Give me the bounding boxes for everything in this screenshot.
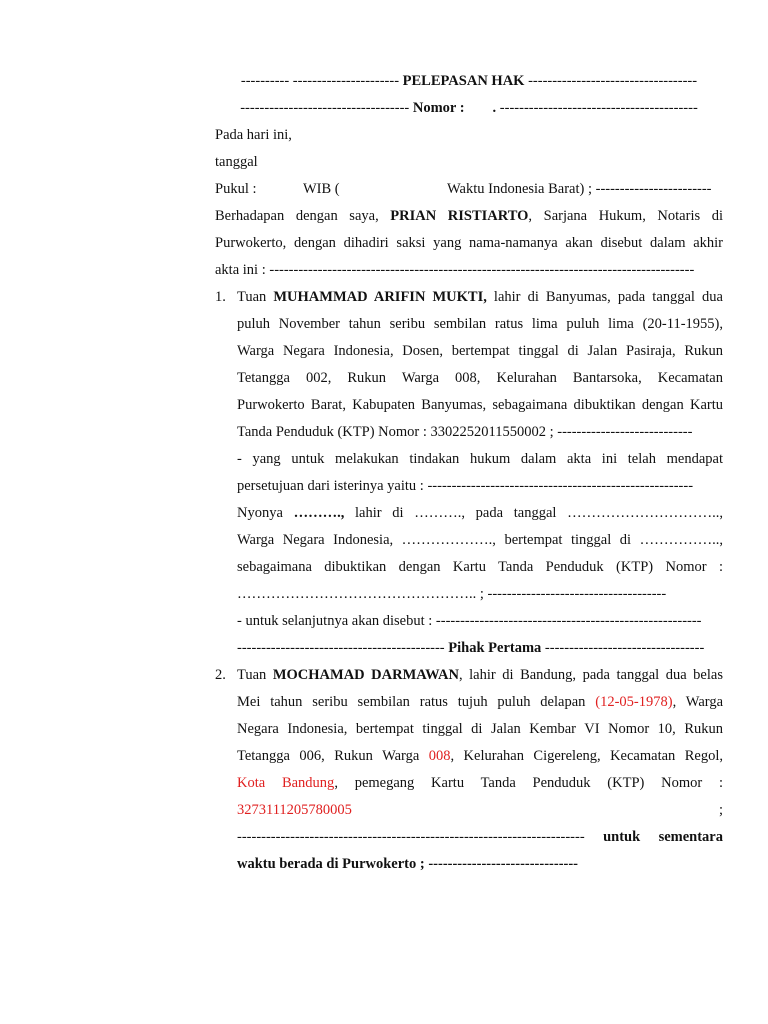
- opening-line-berhadapan: Berhadapan dengan saya, PRIAN RISTIARTO, Sarjana Hukum, Notaris di: [215, 208, 723, 224]
- party1-line-12: ………………………………………….. ; -------------------------------------: [237, 586, 667, 602]
- party2-city: Kota Bandung: [237, 775, 335, 791]
- party2-line-2: Mei tahun seribu sembilan ratus tujuh puluh delapan (12-05-1978), Warga: [237, 694, 723, 710]
- party2-line-1: Tuan MOCHAMAD DARMAWAN, lahir di Bandung, pada tanggal dua belas: [237, 667, 723, 683]
- nomor-label: Nomor :: [412, 100, 465, 116]
- opening-line-purwokerto: Purwokerto, dengan dihadiri saksi yang nama-namanya akan disebut dalam akhir: [215, 235, 723, 251]
- party1-line-7: - yang untuk melakukan tindakan hukum dalam akta ini telah mendapat: [237, 451, 723, 467]
- party2-line-8: waktu berada di Purwokerto ; -------------------------------: [237, 856, 579, 872]
- opening-line-hari: Pada hari ini,: [215, 127, 292, 143]
- party2-line-5: Kota Bandung, pemegang Kartu Tanda Penduduk (KTP) Nomor :: [237, 775, 723, 791]
- party1-line-2: puluh November tahun seribu sembilan ratus lima puluh lima (20-11-1955),: [237, 316, 723, 332]
- party1-line-6: Tanda Penduduk (KTP) Nomor : 3302252011550002 ; ----------------------------: [237, 424, 693, 440]
- party1-role: Pihak Pertama: [448, 640, 542, 656]
- party1-line-10: Warga Negara Indonesia, ………………., bertempat tinggal di ……………..,: [237, 532, 723, 548]
- party2-name: MOCHAMAD DARMAWAN: [272, 667, 459, 683]
- opening-line-pukul: Pukul : WIB ( Waktu Indonesia Barat) ; ------------------------: [215, 181, 712, 197]
- party2-line-3: Negara Indonesia, bertempat tinggal di Jalan Kembar VI Nomor 10, Rukun: [237, 721, 723, 737]
- opening-line-tanggal: tanggal: [215, 154, 258, 170]
- party1-line-nyonya: Nyonya ………., lahir di ………., pada tanggal …………………………..,: [237, 505, 723, 521]
- party2-ktp-number: 3273111205780005: [237, 802, 352, 818]
- party2-line-ktp: 3273111205780005 ;: [237, 802, 723, 818]
- party1-line-13: - untuk selanjutnya akan disebut : -------------------------------------------------------: [237, 613, 702, 629]
- party1-name: MUHAMMAD ARIFIN MUKTI,: [273, 289, 487, 305]
- party1-number: 1.: [215, 289, 226, 305]
- party1-role-line: ------------------------------------------- Pihak Pertama ---------------------------------: [237, 640, 705, 656]
- title-line: ---------- ---------------------- PELEPASAN HAK -----------------------------------: [240, 73, 698, 89]
- party2-number: 2.: [215, 667, 226, 683]
- party1-line-8: persetujuan dari isterinya yaitu : -------------------------------------------------------: [237, 478, 694, 494]
- party1-line-11: sebagaimana dibuktikan dengan Kartu Tanda Penduduk (KTP) Nomor :: [237, 559, 723, 575]
- document-title: PELEPASAN HAK: [402, 73, 525, 89]
- party1-line-5: Purwokerto Barat, Kabupaten Banyumas, sebagaimana dibuktikan dengan Kartu: [237, 397, 723, 413]
- party2-line-4: Tetangga 006, Rukun Warga 008, Kelurahan Cigereleng, Kecamatan Regol,: [237, 748, 723, 764]
- notary-name: PRIAN RISTIARTO: [390, 208, 529, 224]
- party2-rw: 008: [428, 748, 451, 764]
- party1-line-4: Tetangga 002, Rukun Warga 008, Kelurahan Bantarsoka, Kecamatan: [237, 370, 723, 386]
- opening-line-akta: akta ini : ----------------------------------------------------------------------------------------: [215, 262, 695, 278]
- party1-line-3: Warga Negara Indonesia, Dosen, bertempat tinggal di Jalan Pasiraja, Rukun: [237, 343, 723, 359]
- party1-line-1: Tuan MUHAMMAD ARIFIN MUKTI, lahir di Banyumas, pada tanggal dua: [237, 289, 723, 305]
- nomor-line: ----------------------------------- Nomor : . -----------------------------------------: [240, 100, 698, 116]
- party2-birthdate: (12-05-1978): [595, 694, 673, 710]
- party2-line-7: ------------------------------------------------------------------------ untuk sementara: [237, 829, 723, 845]
